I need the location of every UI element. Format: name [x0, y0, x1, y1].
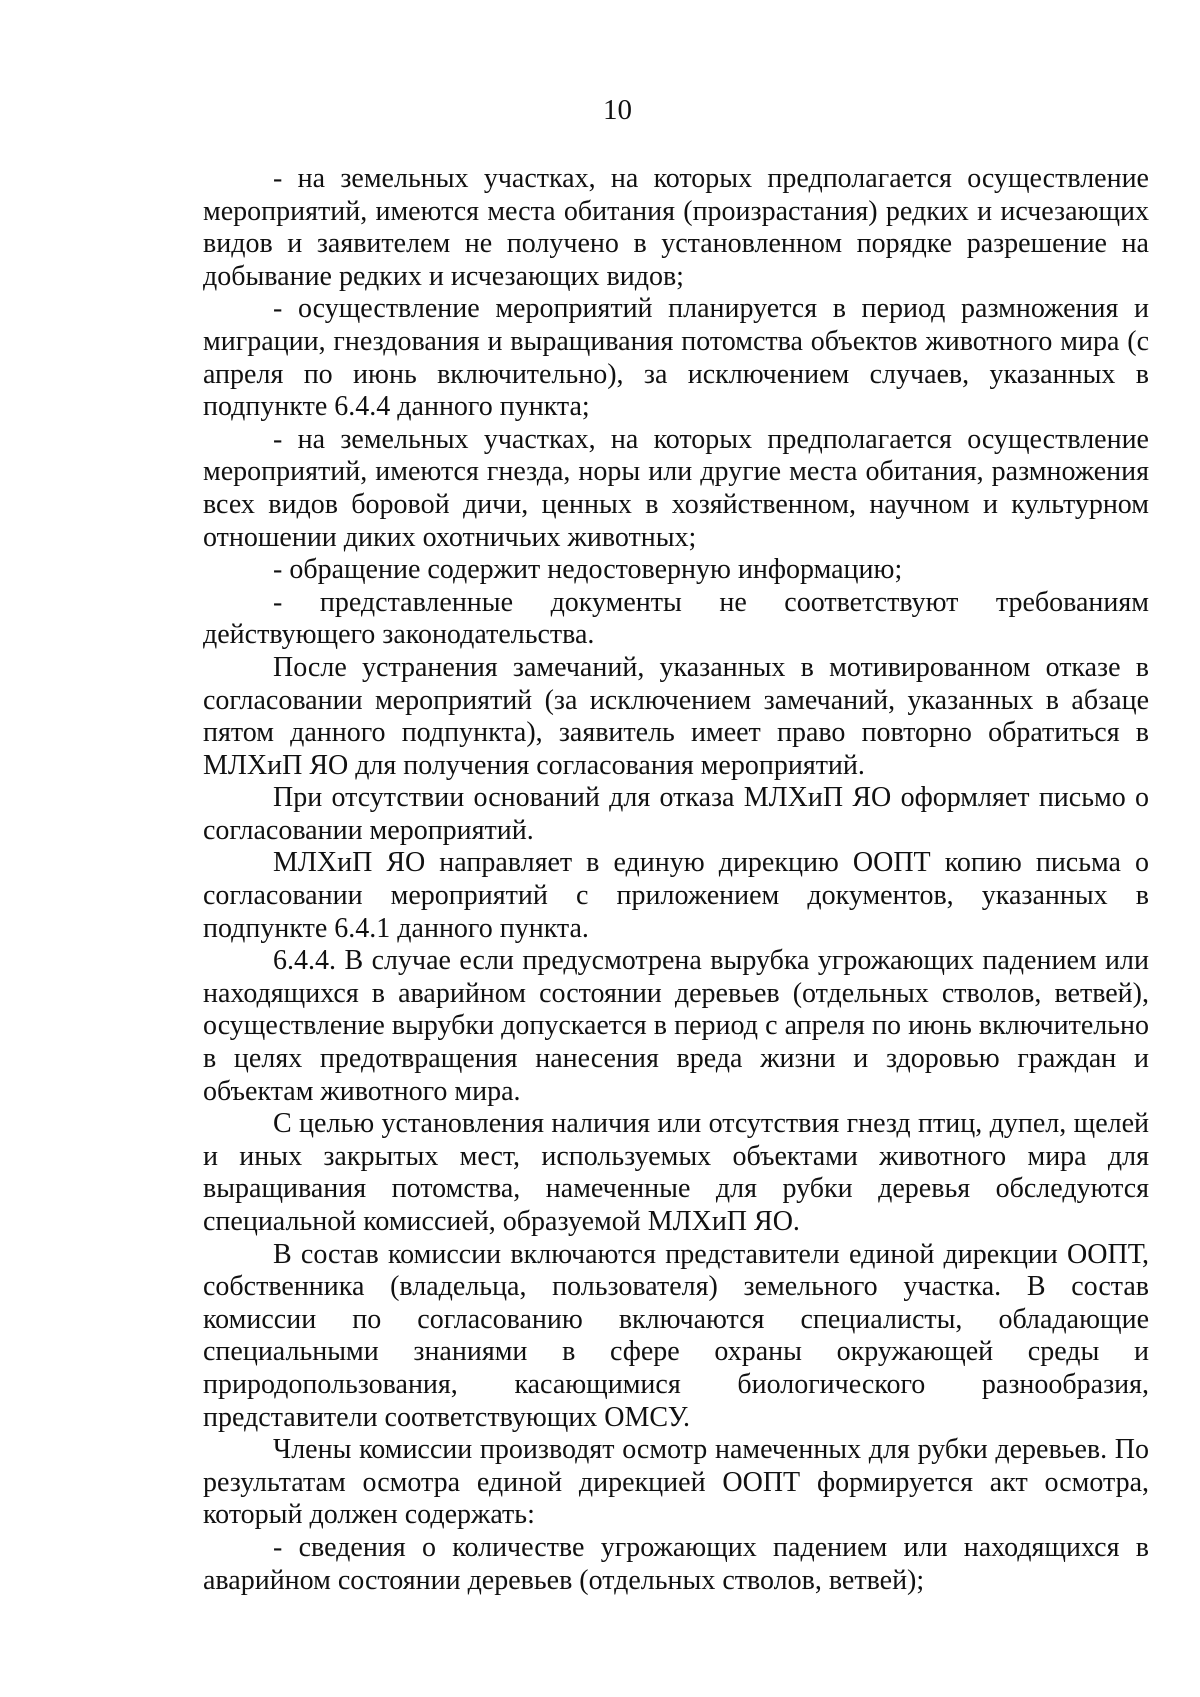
paragraph: - на земельных участках, на которых предполагается осуществление мероприятий, имеются места обитания (произрастания) редких и исчезающих видов и заявителем не получено в установленном порядке разрешение на добывание редких и исчезающих видов; [203, 163, 1149, 292]
paragraph: - осуществление мероприятий планируется в период размножения и миграции, гнездования и выращивания потомства объектов животного мира (с апреля по июнь включительно), за исключением случаев, указанных в подпункте 6.4.4 данного пункта; [203, 293, 1149, 423]
paragraph: - сведения о количестве угрожающих падением или находящихся в аварийном состоянии деревьев (отдельных стволов, ветвей); [203, 1531, 1149, 1596]
paragraph: 6.4.4. В случае если предусмотрена вырубка угрожающих падением или находящихся в аварийном состоянии деревьев (отдельных стволов, ветвей), осуществление вырубки допускается в период с апреля по июнь включительно в целях предотвращения нанесения вреда жизни и здоровью граждан и объектам животного мира. [203, 945, 1149, 1107]
paragraph: Члены комиссии производят осмотр намеченных для рубки деревьев. По результатам осмотра единой дирекцией ООПТ формируется акт осмотра, который должен содержать: [203, 1434, 1149, 1531]
paragraph: После устранения замечаний, указанных в мотивированном отказе в согласовании мероприятий (за исключением замечаний, указанных в абзаце пятом данного подпункта), заявитель имеет право повторно обратиться в МЛХиП ЯО для получения согласования мероприятий. [203, 651, 1149, 781]
document-body [203, 163, 1149, 1597]
paragraph: - обращение содержит недостоверную информацию; [273, 554, 903, 586]
paragraph: При отсутствии оснований для отказа МЛХиП ЯО оформляет письмо о согласовании мероприятий. [203, 782, 1149, 846]
paragraph: - на земельных участках, на которых предполагается осуществление мероприятий, имеются гнезда, норы или другие места обитания, размножения всех видов боровой дичи, ценных в хозяйственном, научном и культурном отношении диких охотничьих животных; [203, 423, 1149, 553]
page-number: 10 [603, 94, 632, 126]
paragraph: В состав комиссии включаются представители единой дирекции ООПТ, собственника (владельца, пользователя) земельного участка. В состав комиссии по согласованию включаются специалисты, обладающие специальными знаниями в сфере охраны окружающей среды и природопользования, касающимися биологического разнообразия, представители соответствующих ОМСУ. [203, 1238, 1149, 1433]
paragraph: С целью установления наличия или отсутствия гнезд птиц, дупел, щелей и иных закрытых мест, используемых объектами животного мира для выращивания потомства, намеченные для рубки деревья обследуются специальной комиссией, образуемой МЛХиП ЯО. [203, 1108, 1149, 1237]
paragraph: - представленные документы не соответствуют требованиям действующего законодательства. [203, 586, 1149, 651]
paragraph: МЛХиП ЯО направляет в единую дирекцию ООПТ копию письма о согласовании мероприятий с приложением документов, указанных в подпункте 6.4.1 данного пункта. [203, 847, 1149, 944]
